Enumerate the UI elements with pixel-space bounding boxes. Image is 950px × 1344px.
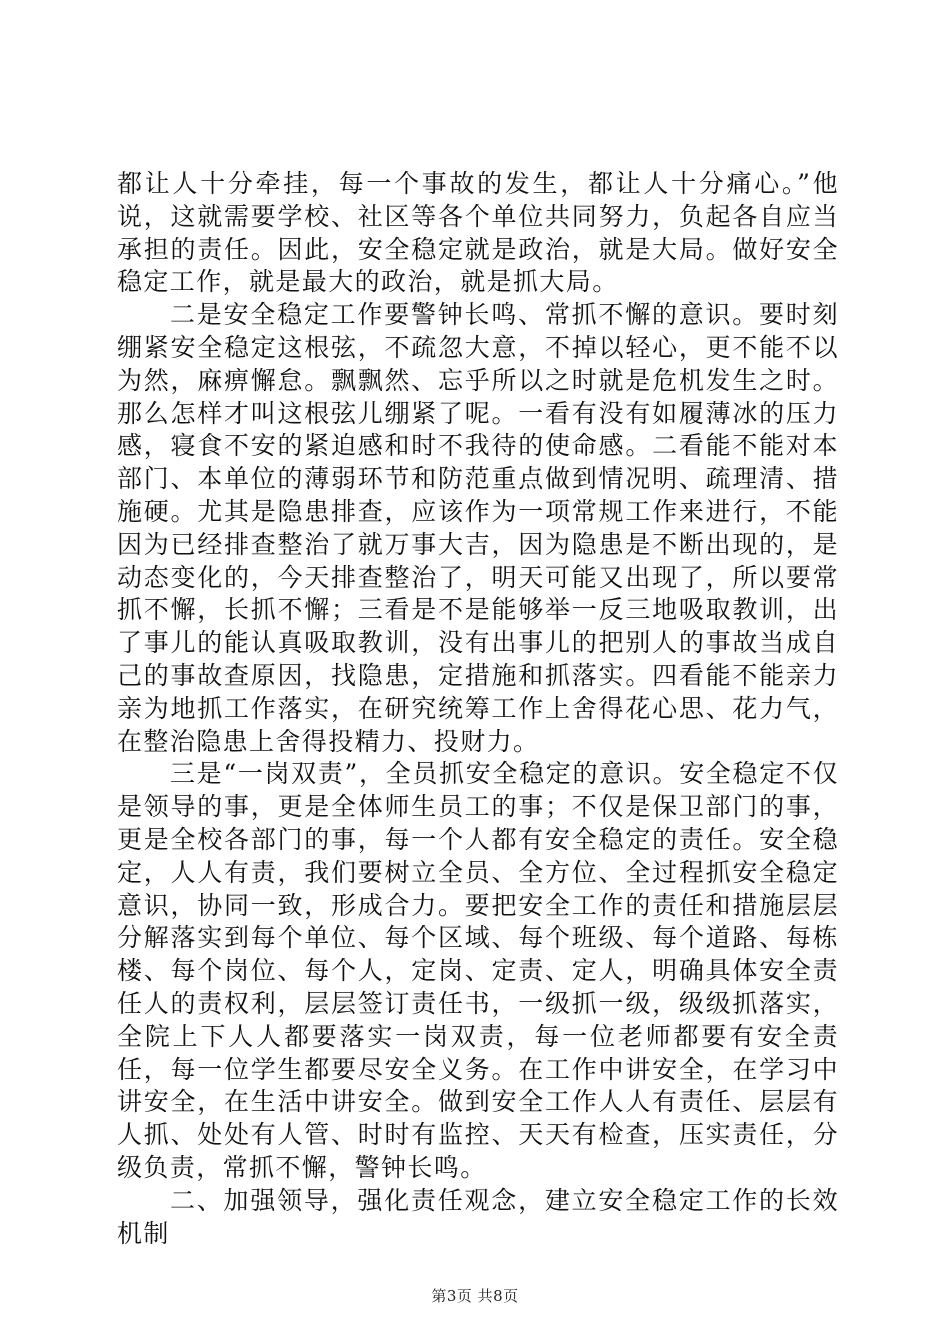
paragraph-continuation: 都让人十分牵挂，每一个事故的发生，都让人十分痛心。”他说，这就需要学校、社区等各个单位共同努力，负起各自应当承担的责任。因此，安全稳定就是政治，就是大局。做好安全稳定工作，就是最大的政治，就是抓大局。 [117,169,839,297]
page-number-footer: 第3页 共8页 [431,1287,519,1305]
paragraph-point-three: 三是“一岗双责”，全员抓安全稳定的意识。安全稳定不仅是领导的事，更是全体师生员工的事；不仅是保卫部门的事，更是全校各部门的事，每一个人都有安全稳定的责任。安全稳定，人人有责，我们要树立全员、全方位、全过程抓安全稳定意识，协同一致，形成合力。要把安全工作的责任和措施层层分解落实到每个单位、每个区域、每个班级、每个道路、每栋楼、每个岗位、每个人，定岗、定责、定人，明确具体安全责任人的责权利，层层签订责任书，一级抓一级，级级抓落实，全院上下人人都要落实一岗双责，每一位老师都要有安全责任，每一位学生都要尽安全义务。在工作中讲安全，在学习中讲安全，在生活中讲安全。做到安全工作人人有责任、层层有人抓、处处有人管、时时有监控、天天有检查，压实责任，分级负责，常抓不懈，警钟长鸣。 [117,759,839,1182]
body-text [117,168,839,1250]
paragraph-point-two: 二是安全稳定工作要警钟长鸣、常抓不懈的意识。要时刻绷紧安全稳定这根弦，不疏忽大意，不掉以轻心，更不能不以为然，麻痹懈怠。飘飘然、忘乎所以之时就是危机发生之时。那么怎样才叫这根弦儿绷紧了呢。一看有没有如履薄冰的压力感，寝食不安的紧迫感和时不我待的使命感。二看能不能对本部门、本单位的薄弱环节和防范重点做到情况明、疏理清、措施硬。尤其是隐患排查，应该作为一项常规工作来进行，不能因为已经排查整治了就万事大吉，因为隐患是不断出现的，是动态变化的，今天排查整治了，明天可能又出现了，所以要常抓不懈，长抓不懈；三看是不是能够举一反三地吸取教训，出了事儿的能认真吸取教训，没有出事儿的把别人的事故当成自己的事故查原因，找隐患，定措施和抓落实。四看能不能亲力亲为地抓工作落实，在研究统筹工作上舍得花心思、花力气，在整治隐患上舍得投精力、投财力。 [117,300,839,756]
section-heading: 二、加强领导，强化责任观念，建立安全稳定工作的长效机制 [117,1185,839,1248]
